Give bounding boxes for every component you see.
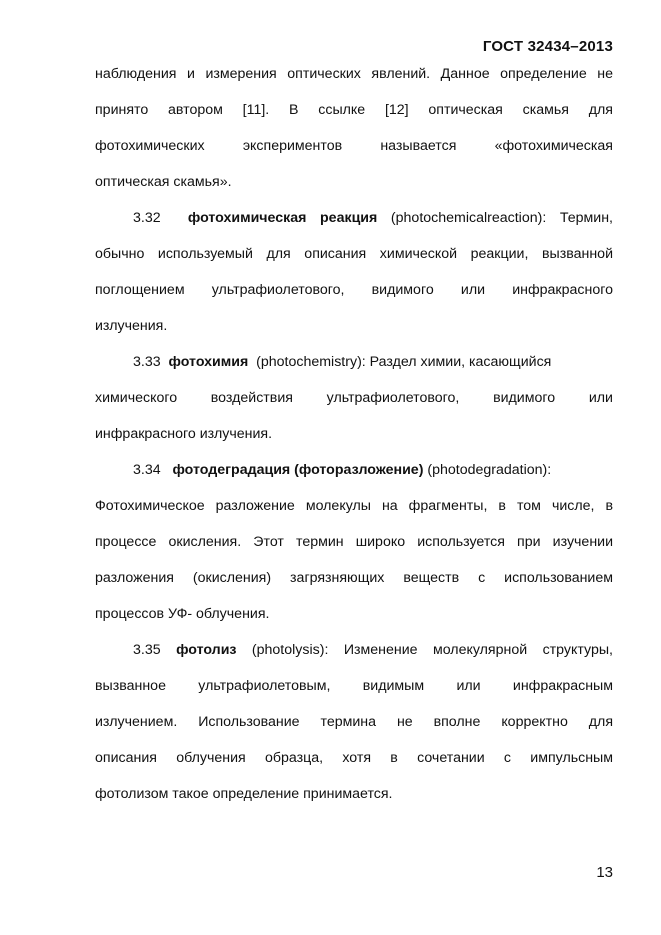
intro-line-3: фотохимических экспериментов называется «фотохимическая [95,138,613,154]
section-3-32-first-line [95,200,613,236]
section-3-35-term: фотолиз [176,642,237,658]
section-3-35-first-line [95,632,613,668]
section-3-35-line-5: фотолизом такое определение принимается. [95,786,393,802]
section-3-33-line-2: химического воздействия ультрафиолетового, видимого или [95,390,613,406]
section-3-35-number: 3.35 [133,642,161,658]
section-3-34-rest: (photodegradation): [427,462,552,478]
section-3-33-line-3: инфракрасного излучения. [95,426,273,442]
document-body [95,56,613,812]
section-3-34-line-3: процессе окисления. Этот термин широко используется при изучении [95,534,613,550]
section-3-32-number: 3.32 [133,210,161,226]
intro-line-4: оптическая скамья». [95,174,232,190]
section-3-32-term: фотохимическая реакция [187,210,378,226]
section-3-33-rest: (photochemistry): Раздел химии, касающийся [256,354,552,370]
section-3-35-line-2: вызванное ультрафиолетовым, видимым или инфракрасным [95,678,613,694]
section-3-33-first-line [95,344,613,380]
page-number: 13 [596,864,613,881]
section-3-34-term: фотодеградация (фоторазложение) [172,462,424,478]
section-3-32-line-4: излучения. [95,318,168,334]
section-3-34-line-5: процессов УФ- облучения. [95,606,270,622]
section-3-34-line-4: разложения (окисления) загрязняющих веществ с использованием [95,570,613,586]
intro-line-1: наблюдения и измерения оптических явлений. Данное определение не [95,66,613,82]
section-3-32-line-3: поглощением ультрафиолетового, видимого или инфракрасного [95,282,613,298]
intro-line-2: принято автором [11]. В ссылке [12] оптическая скамья для [95,102,613,118]
section-3-32-line-2: обычно используемый для описания химической реакции, вызванной [95,246,613,262]
section-3-34-number: 3.34 [133,462,161,478]
section-3-33-term: фотохимия [168,354,249,370]
section-3-34-line-2: Фотохимическое разложение молекулы на фрагменты, в том числе, в [95,498,613,514]
section-3-35-line-3: излучением. Использование термина не вполне корректно для [95,714,613,730]
section-3-33-number: 3.33 [133,354,161,370]
section-3-32-rest: (photochemicalreaction): Термин, [390,210,613,226]
standard-header: ГОСТ 32434–2013 [482,38,613,55]
section-3-35-line-4: описания облучения образца, хотя в сочетании с импульсным [95,750,613,766]
section-3-34-first-line [95,452,613,488]
section-3-35-rest: (photolysis): Изменение молекулярной структуры, [251,642,613,658]
